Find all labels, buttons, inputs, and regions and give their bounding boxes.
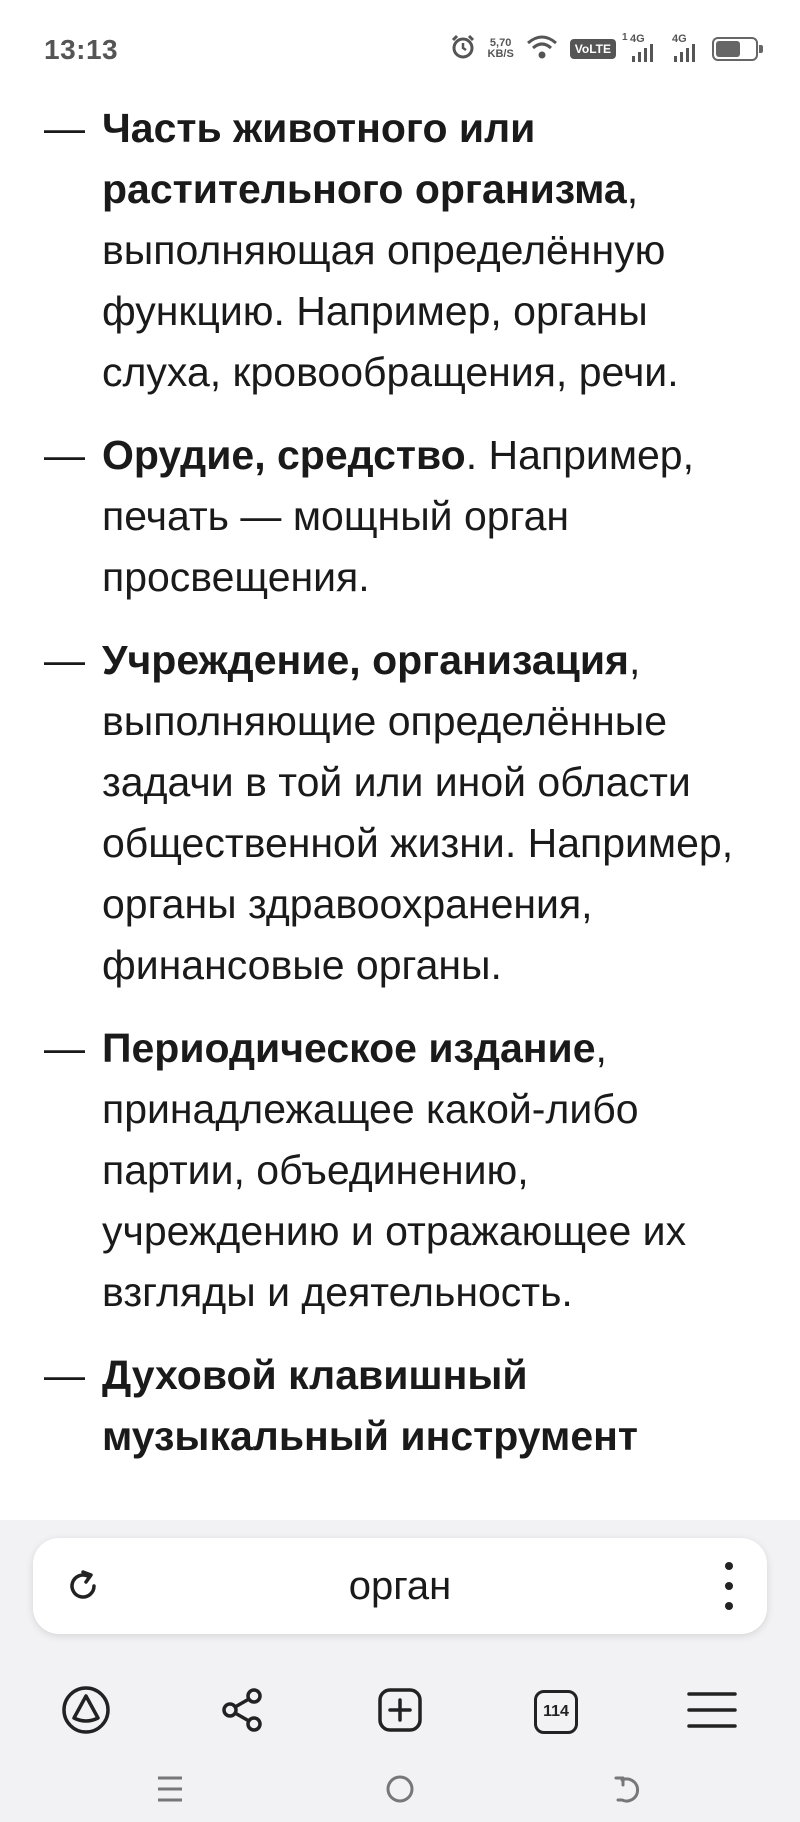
sim-index: 1: [622, 32, 628, 43]
status-bar: [0, 0, 800, 100]
speed-unit: KB/S: [487, 48, 514, 60]
definition-term: Орудие, средство: [102, 432, 466, 478]
recents-button[interactable]: [130, 1760, 210, 1822]
definition-dash: —: [44, 105, 85, 151]
share-button[interactable]: [200, 1670, 284, 1754]
definition-item: [0, 425, 800, 608]
tabs-button[interactable]: [514, 1670, 598, 1754]
definition-item: [0, 1018, 800, 1323]
menu-button[interactable]: [670, 1670, 754, 1754]
tabs-count: 114: [543, 1703, 569, 1720]
status-time: 13:13: [44, 34, 119, 65]
wifi-icon: [526, 34, 558, 65]
recents-icon: [156, 1774, 184, 1809]
alarm-icon: [450, 34, 476, 65]
system-navigation-bar: [0, 1760, 800, 1822]
definition-term: Часть животного или растительного организма: [102, 105, 627, 212]
signal-icon: [622, 32, 658, 64]
speed-value: 5,70: [489, 37, 512, 49]
definition-dash: —: [44, 637, 85, 683]
share-icon: [218, 1686, 266, 1739]
definition-item: [0, 98, 800, 403]
definition-term: Духовой клавишный музыкальный инструмент: [102, 1352, 638, 1459]
new-tab-button[interactable]: [358, 1670, 442, 1754]
back-button[interactable]: [590, 1760, 670, 1822]
definition-term: Учреждение, организация: [102, 637, 629, 683]
back-icon: [614, 1774, 646, 1809]
definition-text: . Например, печать — мощный орган просвещения.: [102, 432, 695, 600]
definition-item: [0, 1345, 800, 1467]
address-bar[interactable]: [33, 1538, 767, 1634]
alice-icon: [60, 1684, 112, 1741]
menu-icon: [687, 1690, 737, 1735]
new-tab-icon: [376, 1686, 424, 1739]
sim2-network-label: 4G: [672, 33, 687, 45]
browser-toolbar: [0, 1670, 800, 1754]
more-options-icon[interactable]: [717, 1562, 741, 1610]
tabs-icon: [534, 1690, 578, 1734]
definition-text: , принадлежащее какой-либо партии, объединению, учреждению и отражающее их взгляды и деятельность.: [102, 1025, 687, 1315]
definition-dash: —: [44, 1352, 85, 1398]
network-speed: [488, 38, 514, 60]
definition-dash: —: [44, 1025, 85, 1071]
definition-text: , выполняющая определённую функцию. Например, органы слуха, кровообращения, речи.: [102, 166, 679, 395]
definition-term: Периодическое издание: [102, 1025, 596, 1071]
browser-bottom-bar: [0, 1520, 800, 1822]
sim1-network-label: 4G: [630, 33, 645, 45]
volte-badge: VoLTE: [570, 39, 616, 59]
search-query[interactable]: орган: [348, 1563, 452, 1608]
definition-dash: —: [44, 432, 85, 478]
home-button[interactable]: [360, 1760, 440, 1822]
battery-icon: [712, 37, 758, 61]
signal-icon-sim2: [670, 34, 700, 64]
definition-item: [0, 630, 800, 996]
home-icon: [384, 1773, 416, 1810]
status-icons: [450, 32, 759, 66]
alice-button[interactable]: [44, 1670, 128, 1754]
reload-icon[interactable]: [61, 1564, 105, 1608]
definition-text: , выполняющие определённые задачи в той или иной области общественной жизни. Например, органы здравоохранения, финансовые органы.: [102, 637, 734, 988]
definitions-content: [0, 98, 800, 1520]
